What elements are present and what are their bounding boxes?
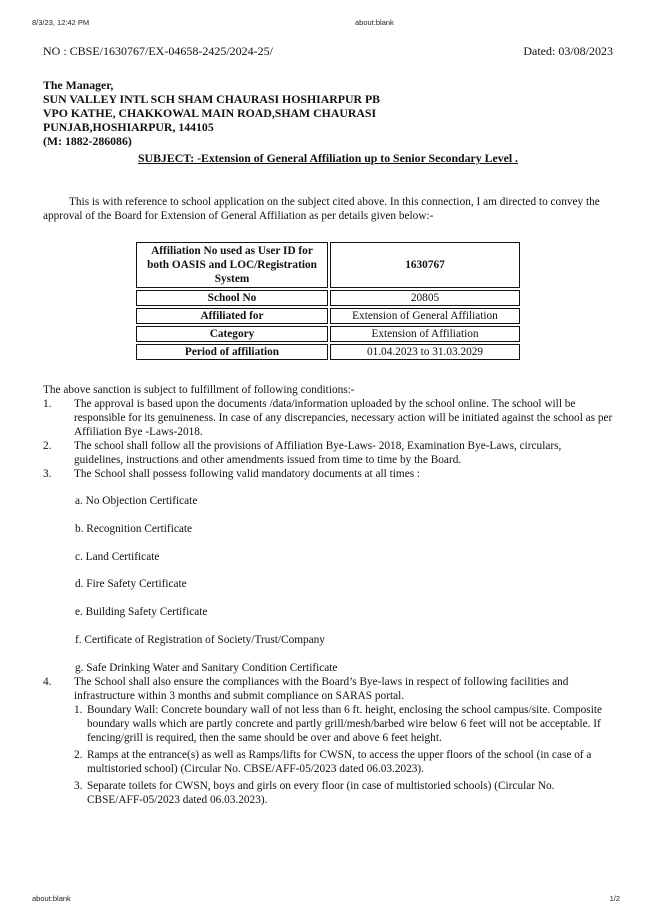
document-item: d. Fire Safety Certificate: [75, 578, 187, 591]
print-footer-url: about:blank: [32, 894, 71, 903]
document-item: e. Building Safety Certificate: [75, 606, 208, 619]
letter-date: Dated: 03/08/2023: [523, 44, 613, 58]
subject-text: SUBJECT: -Extension of General Affiliation up to Senior Secondary Level .: [137, 151, 519, 165]
addressee-line: (M: 1882-286086): [43, 134, 132, 148]
facility-item: [74, 748, 613, 776]
conditions-intro: The above sanction is subject to fulfillment of following conditions:-: [43, 384, 355, 396]
table-row: [136, 290, 520, 306]
table-row: [136, 242, 520, 288]
table-value: 1630767: [330, 242, 520, 288]
addressee-block: [43, 78, 613, 148]
table-label: Affiliated for: [136, 308, 328, 324]
facility-item: [74, 703, 613, 745]
condition-number: 4.: [43, 675, 52, 688]
facility-number: 2.: [74, 748, 83, 761]
document-item: a. No Objection Certificate: [75, 495, 198, 507]
condition-item: [43, 467, 613, 675]
condition-item: [43, 439, 613, 467]
table-row: [136, 308, 520, 324]
facility-number: 1.: [74, 703, 83, 716]
facility-text: Boundary Wall: Concrete boundary wall of not less than 6 ft. height, enclosing the school campus/site. Composite boundary walls which are partly concrete and partly grill/mesh/barbed wire below 6 feet will not be acceptable. If fencing/grill is required, then the same should be over and above 6 feet height.: [87, 703, 602, 744]
conditions-list: [43, 397, 613, 807]
condition-text: The approval is based upon the documents /data/information uploaded by the school online. The school will be responsible for its genuineness. In case of any discrepancies, necessary action will be initiated against the school as per Affiliation Bye -Laws-2018.: [74, 398, 613, 438]
table-label: Period of affiliation: [136, 344, 328, 360]
affiliation-details-table: [134, 240, 522, 362]
facility-item: [74, 779, 613, 807]
document-item: f. Certificate of Registration of Society/Trust/Company: [75, 633, 325, 646]
browser-print-footer: [0, 894, 648, 918]
condition-text: The school shall follow all the provisions of Affiliation Bye-Laws- 2018, Examination Bye-Laws, circulars, guidelines, instructions and other amendments issued from time to time by the Board.: [74, 440, 562, 466]
condition-text: The School shall possess following valid mandatory documents at all times :: [74, 468, 421, 480]
condition-item: [43, 675, 613, 807]
facility-number: 3.: [74, 779, 83, 792]
table-row: [136, 344, 520, 360]
mandatory-documents-list: [43, 494, 613, 675]
table-label: Category: [136, 326, 328, 342]
table-label: Affiliation No used as User ID for both OASIS and LOC/Registration System: [136, 242, 328, 288]
table-value: Extension of Affiliation: [330, 326, 520, 342]
facility-text: Separate toilets for CWSN, boys and girls on every floor (in case of multistoried schools) (Circular No. CBSE/AFF-05/2023 dated 06.03.2023).: [87, 779, 555, 806]
letter-document: [43, 44, 613, 807]
addressee-line: The Manager,: [43, 78, 114, 92]
document-item: b. Recognition Certificate: [75, 522, 193, 535]
table-label: School No: [136, 290, 328, 306]
subject-line: [43, 151, 613, 165]
condition-number: 3.: [43, 468, 52, 480]
intro-paragraph: This is with reference to school application on the subject cited above. In this connection, I am directed to convey the approval of the Board for Extension of General Affiliation as per details given below:-: [43, 196, 600, 222]
condition-text: The School shall also ensure the compliances with the Board’s Bye-laws in respect of following facilities and infrastructure within 3 months and submit compliance on SARAS portal.: [74, 675, 569, 702]
addressee-line: VPO KATHE, CHAKKOWAL MAIN ROAD,SHAM CHAURASI: [43, 106, 377, 120]
addressee-line: SUN VALLEY INTL SCH SHAM CHAURASI HOSHIARPUR PB: [43, 92, 381, 106]
print-page-title: about:blank: [355, 18, 394, 27]
facilities-list: [43, 703, 613, 807]
condition-number: 2.: [43, 440, 52, 452]
table-value: Extension of General Affiliation: [330, 308, 520, 324]
table-value: 01.04.2023 to 31.03.2029: [330, 344, 520, 360]
facility-text: Ramps at the entrance(s) as well as Ramps/lifts for CWSN, to access the upper floors of the school (in case of a multistoried school) (Circular No. CBSE/AFF-05/2023 dated 06.03.2023).: [87, 748, 592, 775]
condition-item: [43, 397, 613, 439]
condition-number: 1.: [43, 398, 52, 410]
reference-line: [43, 44, 613, 60]
document-item: g. Safe Drinking Water and Sanitary Condition Certificate: [75, 661, 338, 674]
document-item: c. Land Certificate: [75, 550, 160, 563]
addressee-line: PUNJAB,HOSHIARPUR, 144105: [43, 120, 214, 134]
print-page-indicator: 1/2: [609, 894, 620, 903]
reference-number: NO : CBSE/1630767/EX-04658-2425/2024-25/: [43, 44, 273, 58]
table-value: 20805: [330, 290, 520, 306]
table-row: [136, 326, 520, 342]
print-datetime: 8/3/23, 12:42 PM: [32, 18, 90, 27]
browser-print-header: [0, 8, 648, 27]
